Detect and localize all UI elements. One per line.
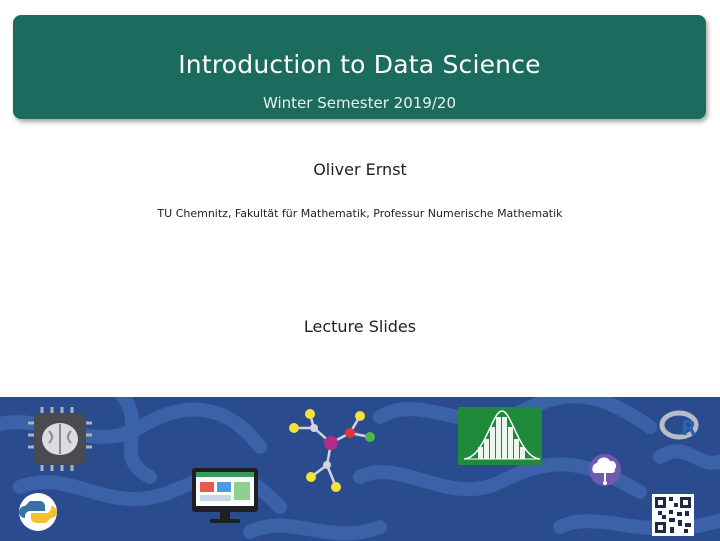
qr-code-icon [652,494,694,536]
svg-text:R: R [681,416,697,440]
slide-title: Introduction to Data Science [178,50,541,79]
normal-distribution-chart-icon [458,407,542,465]
r-logo-icon [662,413,696,440]
python-logo-icon [19,493,57,531]
title-box [13,15,706,119]
institute: TU Chemnitz, Fakultät für Mathematik, Professur Numerische Mathematik [157,207,563,220]
cloud-database-icon [589,454,621,486]
brain-chip-icon [28,407,92,471]
slide-subtitle: Winter Semester 2019/20 [263,94,456,112]
lecture-label: Lecture Slides [303,317,417,336]
author-name: Oliver Ernst [313,160,407,179]
decorative-banner [0,397,720,541]
dashboard-monitor-icon [192,468,258,523]
